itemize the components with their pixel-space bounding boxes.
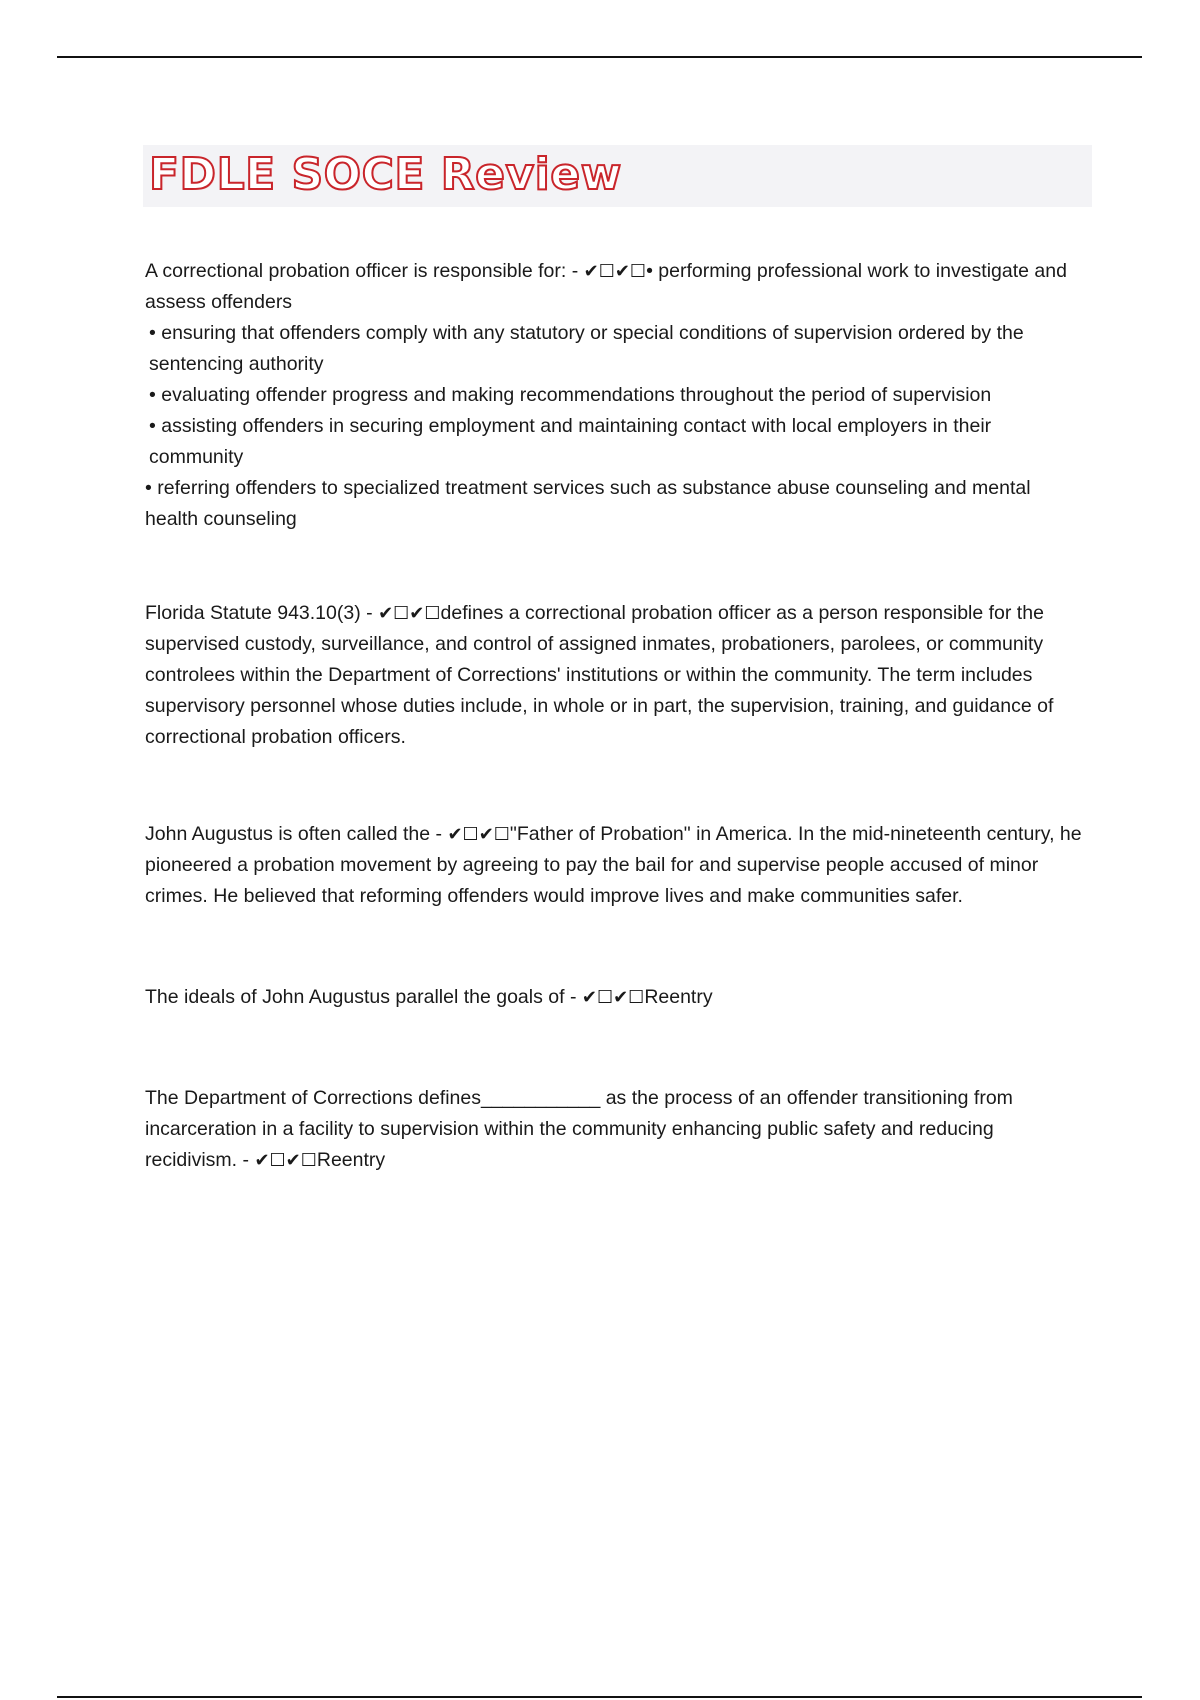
flashcard-answer: Reentry xyxy=(316,1149,386,1171)
answer-bullet: • evaluating offender progress and making recommendations throughout the period of supervision xyxy=(149,384,992,406)
flashcard-separator: - xyxy=(566,260,584,282)
flashcard-separator: - xyxy=(360,602,379,624)
flashcard-separator: - xyxy=(430,823,448,845)
flashcard-separator: - xyxy=(564,986,582,1008)
flashcard xyxy=(145,256,1085,535)
flashcard xyxy=(145,819,1085,912)
flashcard-question: A correctional probation officer is responsible for: xyxy=(145,260,567,282)
answer-bullet: • assisting offenders in securing employment and maintaining contact with local employers in their community xyxy=(149,415,992,468)
checkmark-icon: ✔☐✔☐ xyxy=(378,603,441,624)
checkmark-icon: ✔☐✔☐ xyxy=(581,987,645,1008)
flashcard-text xyxy=(145,256,1085,318)
flashcard-separator: - xyxy=(237,1149,255,1171)
flashcard-answer: • performing professional work to investigate and assess offenders xyxy=(145,260,1067,313)
flashcard-question: The ideals of John Augustus parallel the goals of xyxy=(145,986,565,1008)
flashcard-text xyxy=(145,1083,1085,1176)
flashcard-answer: "Father of Probation" in America. In the mid-nineteenth century, he pioneered a probation movement by agreeing to pay the bail for and supervise people accused of minor crimes. He believed that reforming offenders would improve lives and make communities safer. xyxy=(145,823,1082,907)
flashcard xyxy=(145,1083,1085,1176)
flashcard-text xyxy=(145,982,1085,1013)
flashcard-list xyxy=(145,256,1085,1176)
flashcard-question: John Augustus is often called the xyxy=(145,823,431,845)
title-banner xyxy=(143,145,1092,207)
flashcard-answer: defines a correctional probation officer as a person responsible for the supervised custody, surveillance, and control of assigned inmates, probationers, parolees, or community controlees within the Department of Corrections' institutions or within the community. The term includes supervisory personnel whose duties include, in whole or in part, the supervision, training, and guidance of correctional probation officers. xyxy=(145,602,1054,748)
answer-bullet: • referring offenders to specialized treatment services such as substance abuse counseling and mental health counseling xyxy=(145,477,1031,530)
flashcard-question: Florida Statute 943.10(3) xyxy=(145,602,361,624)
checkmark-icon: ✔☐✔☐ xyxy=(254,1150,317,1171)
flashcard-answer: Reentry xyxy=(644,986,713,1008)
checkmark-icon: ✔☐✔☐ xyxy=(583,261,647,282)
flashcard xyxy=(145,982,1085,1013)
checkmark-icon: ✔☐✔☐ xyxy=(447,824,510,845)
answer-bullet: • ensuring that offenders comply with any statutory or special conditions of supervision ordered by the sentencing authority xyxy=(149,322,1024,375)
document-title: FDLE SOCE Review xyxy=(149,149,622,200)
header-rule xyxy=(57,56,1142,58)
flashcard-text xyxy=(145,598,1085,753)
flashcard xyxy=(145,598,1085,753)
footer-rule xyxy=(57,1696,1142,1698)
flashcard-text xyxy=(145,819,1085,912)
flashcard-question: The Department of Corrections defines___________ as the process of an offender transitioning from incarceration in a facility to supervision within the community enhancing public safety and reducing recidivism. xyxy=(145,1087,1013,1171)
